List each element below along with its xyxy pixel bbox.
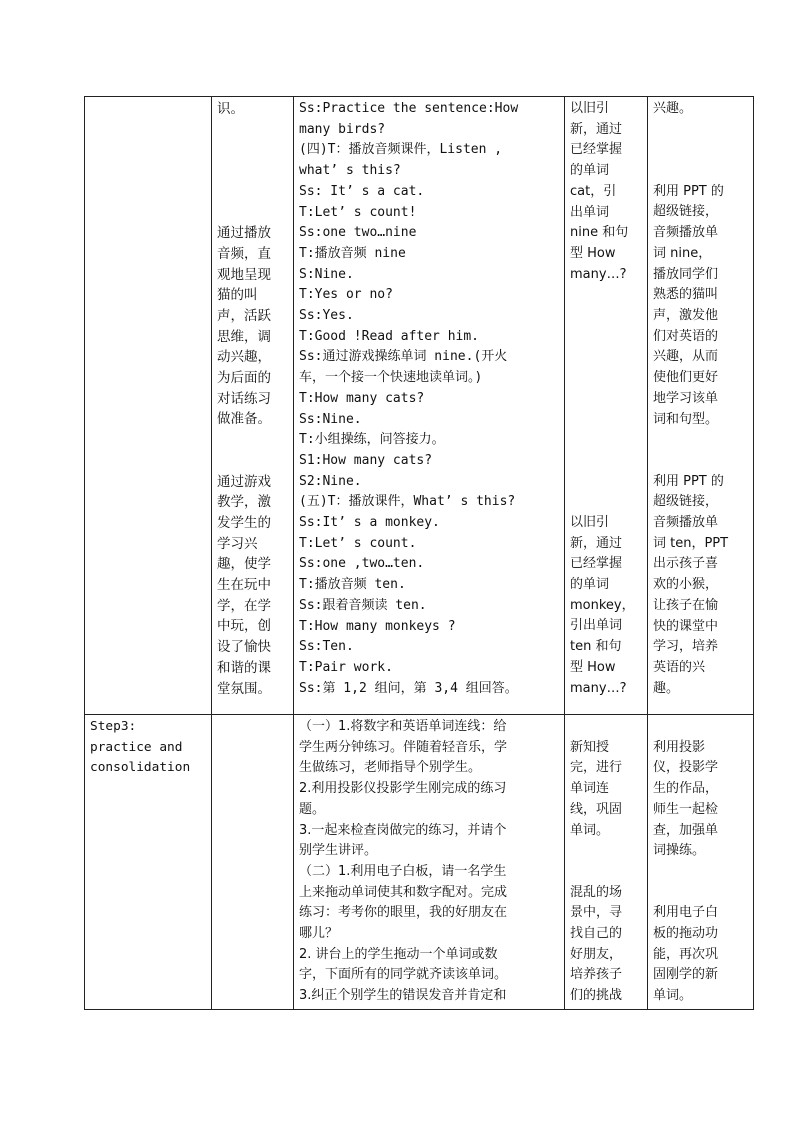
purpose-line: 趣，使学 bbox=[217, 556, 271, 573]
media-line: 单词。 bbox=[653, 988, 693, 1004]
media-line: 超级链接， bbox=[653, 494, 719, 510]
activity-line: S1:How many cats? bbox=[299, 452, 433, 468]
intent-line: monkey， bbox=[570, 597, 635, 613]
intent-line: 以旧引 bbox=[570, 101, 610, 116]
activity-line: 3.纠正个别学生的错误发音并肯定和 bbox=[299, 988, 507, 1004]
activity-line: Ss:one ,two…ten. bbox=[299, 556, 425, 572]
activity-line: 哪儿？ bbox=[299, 926, 339, 942]
intent-block bbox=[570, 99, 643, 285]
activity-line: Ss:Nine. bbox=[299, 411, 362, 427]
media-cell bbox=[648, 97, 754, 715]
activity-line: 生做练习，老师指导个别学生。 bbox=[299, 760, 482, 776]
intent-line: 已经掌握 bbox=[570, 556, 623, 572]
intent-line: 景中，寻 bbox=[570, 905, 623, 921]
media-line: 师生一起检 bbox=[653, 801, 719, 817]
activity-line: 题。 bbox=[299, 801, 326, 817]
activity-line: T:Pair work. bbox=[299, 659, 393, 675]
purpose-block bbox=[217, 472, 289, 700]
purpose-block bbox=[217, 223, 289, 430]
media-cell bbox=[648, 715, 754, 1010]
purpose-cell bbox=[212, 715, 294, 1010]
intent-line: 新，通过 bbox=[570, 121, 623, 137]
step-label-line: practice and bbox=[90, 739, 183, 755]
media-line: 词 ten，PPT bbox=[653, 535, 729, 551]
activity-line: Ss:通过游戏操练单词 nine.(开火 bbox=[299, 349, 508, 365]
intent-line: 们的挑战 bbox=[570, 988, 623, 1004]
media-line: 生的作品， bbox=[653, 781, 719, 797]
media-block bbox=[653, 903, 749, 1007]
media-line: 使他们更好 bbox=[653, 370, 719, 386]
media-line: 固刚学的新 bbox=[653, 967, 719, 983]
activity-line: 上来拖动单词使其和数字配对。完成 bbox=[299, 884, 508, 900]
activity-line: what’ s this? bbox=[299, 163, 401, 179]
intent-line: cat，引 bbox=[570, 183, 617, 199]
activity-line: T:How many monkeys ? bbox=[299, 618, 456, 634]
intent-line: 找自己的 bbox=[570, 925, 623, 941]
purpose-line: 为后面的 bbox=[217, 370, 271, 387]
intent-line: 以旧引 bbox=[570, 514, 610, 530]
lesson-plan-table bbox=[84, 96, 754, 1010]
activity-line: T:Yes or no? bbox=[299, 287, 393, 303]
purpose-line: 猫的叫 bbox=[217, 287, 258, 304]
intent-line: 线，巩固 bbox=[570, 801, 623, 817]
media-line: 利用 PPT 的 bbox=[653, 183, 724, 199]
intent-block bbox=[570, 883, 643, 1007]
intent-cell bbox=[565, 715, 648, 1010]
activity-line: many birds? bbox=[299, 121, 386, 137]
activity-line: S2:Nine. bbox=[299, 473, 362, 489]
activity-cell bbox=[294, 97, 565, 715]
media-line: 英语的兴 bbox=[653, 659, 706, 675]
intent-line: 新知授 bbox=[570, 739, 610, 755]
media-line: 兴趣，从而 bbox=[653, 349, 719, 365]
step-label-line: consolidation bbox=[90, 760, 191, 776]
media-line: 学习，培养 bbox=[653, 639, 719, 655]
media-line: 板的拖动功 bbox=[653, 925, 719, 941]
intent-line: 引出单词 bbox=[570, 618, 623, 634]
purpose-line: 学，在学 bbox=[217, 597, 271, 614]
activity-line: 练习：考考你的眼里，我的好朋友在 bbox=[299, 905, 508, 921]
activity-line: T:小组操练，问答接力。 bbox=[299, 432, 445, 448]
activity-line: (五)T：播放课件，What’ s this? bbox=[299, 494, 516, 510]
activity-line: Ss:Practice the sentence:How bbox=[299, 101, 519, 116]
activity-line: 学生两分钟练习。伴随着轻音乐，学 bbox=[299, 739, 508, 755]
intent-line: 的单词 bbox=[570, 163, 610, 179]
media-block bbox=[653, 738, 749, 862]
intent-cell bbox=[565, 97, 648, 715]
media-line: 出示孩子喜 bbox=[653, 556, 719, 572]
purpose-line: 学习兴 bbox=[217, 535, 258, 552]
activity-line: Ss:Yes. bbox=[299, 308, 354, 324]
activity-line: T:播放音频 nine bbox=[299, 245, 406, 261]
activity-line: （一）1.将数字和英语单词连线：给 bbox=[299, 719, 507, 734]
intent-line: 新，通过 bbox=[570, 535, 623, 551]
media-block bbox=[653, 472, 749, 700]
intent-line: 单词。 bbox=[570, 822, 610, 838]
activity-line: Ss:It’ s a monkey. bbox=[299, 515, 440, 531]
intent-line: 型 How bbox=[570, 659, 616, 675]
activity-line: T:Let’ s count! bbox=[299, 204, 417, 220]
intent-line: 混乱的场 bbox=[570, 884, 623, 900]
table-row bbox=[85, 715, 754, 1010]
intent-line: ten 和句 bbox=[570, 639, 622, 655]
purpose-line: 堂氛围。 bbox=[217, 680, 271, 697]
purpose-line: 通过播放 bbox=[217, 225, 271, 242]
media-line: 音频播放单 bbox=[653, 225, 719, 241]
activity-line: 车，一个接一个快速地读单词。) bbox=[299, 370, 483, 386]
purpose-line: 对话练习 bbox=[217, 390, 271, 407]
intent-block bbox=[570, 513, 643, 699]
activity-line: T:播放音频 ten. bbox=[299, 577, 406, 593]
purpose-line: 识。 bbox=[217, 101, 244, 117]
media-block bbox=[653, 182, 749, 430]
media-line: 让孩子在愉 bbox=[653, 597, 719, 613]
purpose-line: 音频，直 bbox=[217, 245, 271, 262]
media-line: 词操练。 bbox=[653, 843, 706, 859]
media-line: 能，再次巩 bbox=[653, 946, 719, 962]
activity-line: (四)T：播放音频课件，Listen , bbox=[299, 142, 503, 158]
activity-cell bbox=[294, 715, 565, 1010]
purpose-line: 做准备。 bbox=[217, 411, 271, 428]
activity-line: Ss:Ten. bbox=[299, 639, 354, 655]
media-line: 播放同学们 bbox=[653, 266, 719, 282]
purpose-line: 动兴趣， bbox=[217, 349, 271, 366]
media-line: 词 nine， bbox=[653, 245, 712, 261]
intent-line: 的单词 bbox=[570, 577, 610, 592]
media-line: 兴趣。 bbox=[653, 101, 693, 116]
activity-line: T:How many cats? bbox=[299, 390, 425, 406]
purpose-line: 发学生的 bbox=[217, 514, 271, 531]
media-line: 词和句型。 bbox=[653, 411, 719, 427]
intent-line: 单词连 bbox=[570, 781, 610, 797]
step-cell bbox=[85, 97, 212, 715]
activity-line: 2.利用投影仪投影学生刚完成的练习 bbox=[299, 781, 507, 797]
media-line: 利用电子白 bbox=[653, 905, 719, 921]
media-line: 利用投影 bbox=[653, 739, 706, 755]
intent-line: 培养孩子 bbox=[570, 967, 623, 983]
purpose-line: 通过游戏 bbox=[217, 473, 271, 490]
purpose-line: 和谐的课 bbox=[217, 659, 271, 676]
media-line: 趣。 bbox=[653, 680, 680, 696]
intent-block bbox=[570, 738, 643, 842]
table-row bbox=[85, 97, 754, 715]
intent-line: 好朋友， bbox=[570, 946, 623, 962]
media-line: 熟悉的猫叫 bbox=[653, 287, 719, 303]
purpose-line: 观地呈现 bbox=[217, 266, 271, 283]
purpose-cell bbox=[212, 97, 294, 715]
media-line: 超级链接， bbox=[653, 204, 719, 220]
purpose-line: 声，活跃 bbox=[217, 307, 271, 324]
media-line: 音频播放单 bbox=[653, 514, 719, 530]
step-label-line: Step3: bbox=[90, 719, 137, 734]
intent-line: 出单词 bbox=[570, 204, 610, 220]
intent-line: 完，进行 bbox=[570, 760, 623, 776]
activity-line: 字，下面所有的同学就齐读该单词。 bbox=[299, 967, 508, 983]
media-line: 声，激发他 bbox=[653, 307, 719, 323]
intent-line: 已经掌握 bbox=[570, 142, 623, 158]
activity-line: 别学生讲评。 bbox=[299, 843, 378, 859]
step-cell bbox=[85, 715, 212, 1010]
activity-line: Ss: It’ s a cat. bbox=[299, 183, 425, 199]
activity-line: T:Let’ s count. bbox=[299, 535, 417, 551]
intent-line: many…? bbox=[570, 266, 627, 282]
media-line: 查，加强单 bbox=[653, 822, 719, 838]
purpose-line: 教学，激 bbox=[217, 494, 271, 511]
activity-line: Ss:one two…nine bbox=[299, 225, 417, 241]
intent-line: 型 How bbox=[570, 245, 616, 261]
media-line: 仪，投影学 bbox=[653, 760, 719, 776]
media-line: 利用 PPT 的 bbox=[653, 473, 724, 489]
activity-line: （二）1.利用电子白板，请一名学生 bbox=[299, 863, 507, 879]
activity-line: S:Nine. bbox=[299, 266, 354, 282]
purpose-line: 设了愉快 bbox=[217, 639, 271, 656]
media-line: 地学习该单 bbox=[653, 390, 719, 406]
activity-line: 2. 讲台上的学生拖动一个单词或数 bbox=[299, 946, 498, 962]
activity-line: Ss:第 1,2 组问，第 3,4 组回答。 bbox=[299, 680, 518, 696]
activity-line: Ss:跟着音频读 ten. bbox=[299, 597, 427, 613]
activity-line: T:Good !Read after him. bbox=[299, 328, 480, 344]
media-line: 欢的小猴， bbox=[653, 577, 719, 593]
intent-line: many…? bbox=[570, 680, 627, 696]
purpose-line: 思维，调 bbox=[217, 328, 271, 345]
intent-line: nine 和句 bbox=[570, 225, 629, 241]
activity-line: 3.一起来检查岗做完的练习，并请个 bbox=[299, 822, 507, 838]
media-line: 们对英语的 bbox=[653, 328, 719, 344]
purpose-line: 生在玩中 bbox=[217, 577, 271, 594]
media-line: 快的课堂中 bbox=[653, 618, 719, 634]
purpose-line: 中玩，创 bbox=[217, 618, 271, 635]
